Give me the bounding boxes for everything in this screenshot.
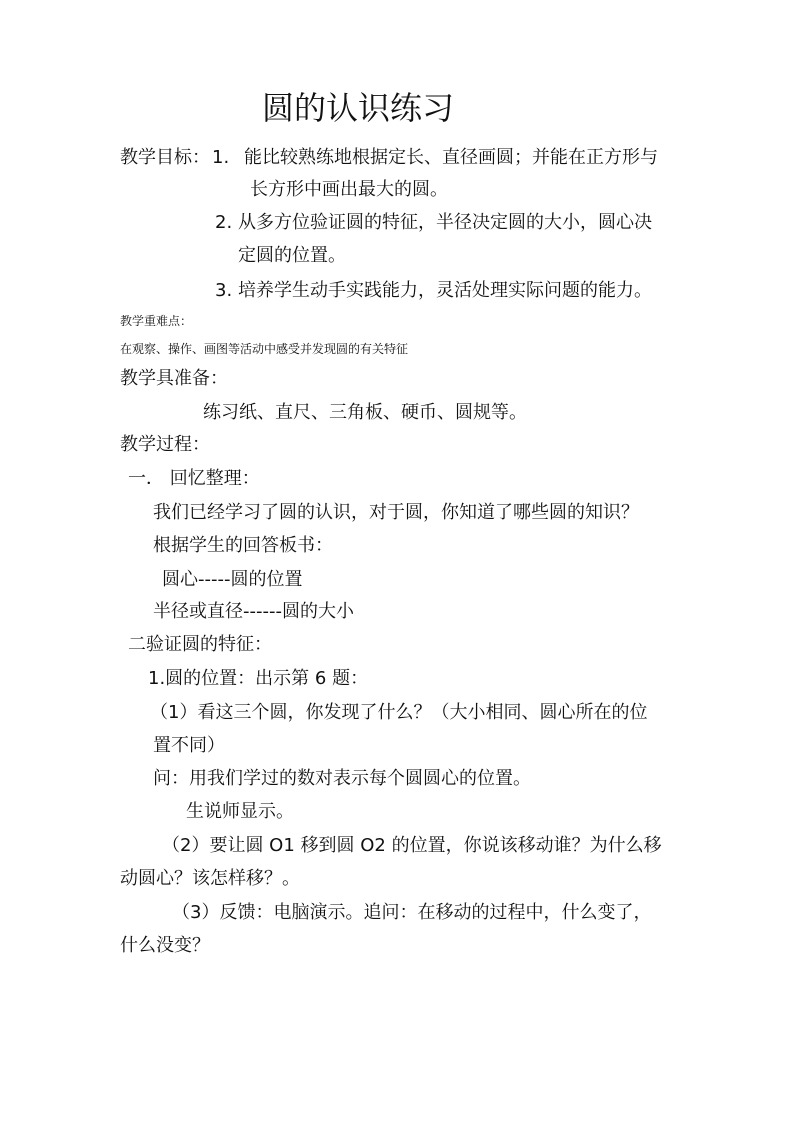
question-3-line-2: 什么没变？ — [120, 935, 210, 956]
section-1-line-4: 半径或直径------圆的大小 — [153, 601, 354, 622]
objective-1-line-2: 长方形中画出最大的圆。 — [250, 179, 448, 200]
objective-2-line-2: 定圆的位置。 — [238, 245, 346, 266]
key-points-label: 教学重难点： — [120, 314, 193, 328]
question-1-line-2: 置不同） — [153, 735, 225, 756]
objectives-label: 教学目标： — [120, 147, 210, 168]
objective-1-line-1: 能比较熟练地根据定长、直径画圆；并能在正方形与 — [244, 147, 658, 168]
section-1-heading: 一． 回忆整理： — [128, 468, 260, 489]
page-title: 圆的认识练习 — [262, 89, 455, 127]
answer-line: 生说师显示。 — [186, 801, 294, 822]
section-1-line-3: 圆心-----圆的位置 — [162, 569, 303, 590]
question-3-line-1: （3）反馈：电脑演示。追问：在移动的过程中，什么变了， — [172, 902, 652, 923]
question-2-line-2: 动圆心？该怎样移？。 — [120, 868, 300, 889]
tools-text: 练习纸、直尺、三角板、硬币、圆规等。 — [203, 402, 527, 423]
question-2-line-1: （2）要让圆 O1 移到圆 O2 的位置，你说该移动谁？为什么移 — [162, 835, 662, 856]
objective-3-number: 3. — [215, 280, 233, 301]
objective-2-number: 2. — [215, 212, 233, 233]
objective-1-number: 1. — [212, 147, 230, 168]
tools-label: 教学具准备： — [120, 368, 228, 389]
section-2-heading: 二验证圆的特征： — [128, 634, 272, 655]
ask-line: 问：用我们学过的数对表示每个圆圆心的位置。 — [153, 768, 531, 789]
question-1-line-1: （1）看这三个圆，你发现了什么？（大小相同、圆心所在的位 — [150, 702, 648, 723]
objective-3-line-1: 培养学生动手实践能力，灵活处理实际问题的能力。 — [238, 280, 652, 301]
key-points-text: 在观察、操作、画图等活动中感受并发现圆的有关特征 — [120, 342, 409, 356]
objective-2-line-1: 从多方位验证圆的特征，半径决定圆的大小，圆心决 — [238, 212, 652, 233]
section-1-line-1: 我们已经学习了圆的认识，对于圆，你知道了哪些圆的知识？ — [153, 502, 639, 523]
process-label: 教学过程： — [120, 434, 210, 455]
section-2-sub-1: 1.圆的位置：出示第 6 题： — [148, 668, 369, 689]
section-1-line-2: 根据学生的回答板书： — [153, 535, 333, 556]
